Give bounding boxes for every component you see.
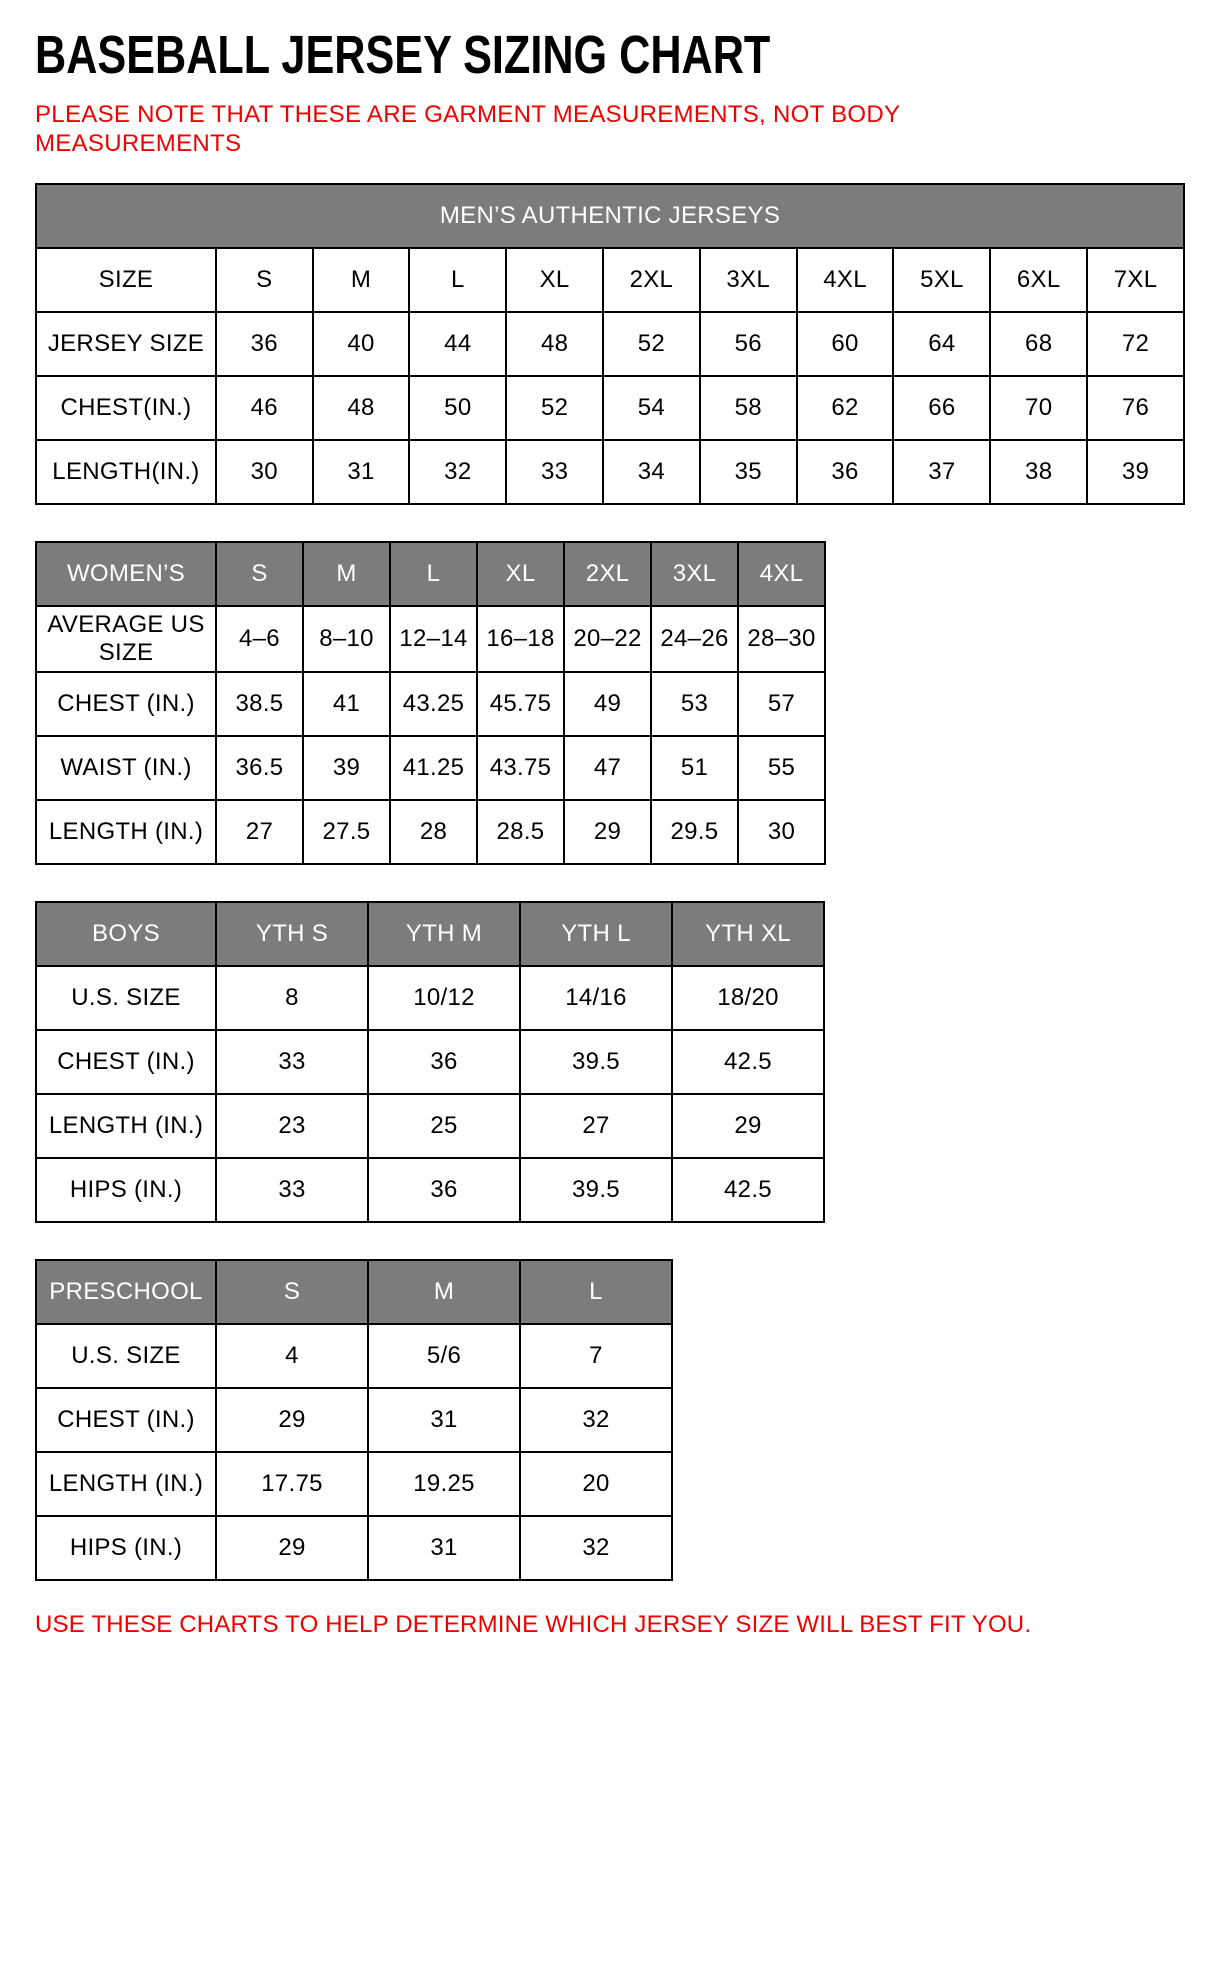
- boys-header-row: [36, 902, 824, 966]
- womens-value-cell: 41.25: [390, 736, 477, 800]
- boys-value-cell: 27: [520, 1094, 672, 1158]
- womens-row-label: CHEST (IN.): [36, 672, 216, 736]
- boys-table-row: [36, 1158, 824, 1222]
- mens-value-cell: 50: [409, 376, 506, 440]
- mens-value-cell: 60: [797, 312, 894, 376]
- footer-note: USE THESE CHARTS TO HELP DETERMINE WHICH JERSEY SIZE WILL BEST FIT YOU.: [35, 1610, 1032, 1638]
- boys-value-cell: 39.5: [520, 1030, 672, 1094]
- mens-value-cell: 46: [216, 376, 313, 440]
- womens-value-cell: 45.75: [477, 672, 564, 736]
- womens-header-cell: 3XL: [651, 542, 738, 606]
- preschool-value-cell: 29: [216, 1388, 368, 1452]
- mens-header-cell: 2XL: [603, 248, 700, 312]
- boys-value-cell: 39.5: [520, 1158, 672, 1222]
- mens-value-cell: 38: [990, 440, 1087, 504]
- womens-header-cell: XL: [477, 542, 564, 606]
- mens-value-cell: 54: [603, 376, 700, 440]
- boys-value-cell: 36: [368, 1030, 520, 1094]
- boys-header-cell: YTH M: [368, 902, 520, 966]
- preschool-row-label: HIPS (IN.): [36, 1516, 216, 1580]
- mens-header-cell: 7XL: [1087, 248, 1184, 312]
- boys-row-label: LENGTH (IN.): [36, 1094, 216, 1158]
- preschool-table-row: [36, 1452, 672, 1516]
- womens-value-cell: 55: [738, 736, 825, 800]
- womens-value-cell: 30: [738, 800, 825, 864]
- boys-header-label: BOYS: [36, 902, 216, 966]
- mens-header-cell: M: [313, 248, 410, 312]
- boys-value-cell: 29: [672, 1094, 824, 1158]
- mens-value-cell: 36: [216, 312, 313, 376]
- mens-value-cell: 34: [603, 440, 700, 504]
- boys-row-label: HIPS (IN.): [36, 1158, 216, 1222]
- womens-header-cell: 2XL: [564, 542, 651, 606]
- mens-header-cell: S: [216, 248, 313, 312]
- boys-table-row: [36, 966, 824, 1030]
- womens-row-label: LENGTH (IN.): [36, 800, 216, 864]
- boys-header-cell: YTH S: [216, 902, 368, 966]
- womens-table-row: [36, 800, 825, 864]
- mens-header-cell: 6XL: [990, 248, 1087, 312]
- mens-table-row: [36, 440, 1184, 504]
- preschool-value-cell: 31: [368, 1388, 520, 1452]
- preschool-value-cell: 29: [216, 1516, 368, 1580]
- boys-value-cell: 33: [216, 1158, 368, 1222]
- boys-value-cell: 42.5: [672, 1158, 824, 1222]
- boys-value-cell: 42.5: [672, 1030, 824, 1094]
- mens-value-cell: 39: [1087, 440, 1184, 504]
- boys-value-cell: 36: [368, 1158, 520, 1222]
- mens-value-cell: 52: [603, 312, 700, 376]
- mens-table-row: [36, 376, 1184, 440]
- womens-value-cell: 29: [564, 800, 651, 864]
- preschool-value-cell: 32: [520, 1388, 672, 1452]
- preschool-table-row: [36, 1324, 672, 1388]
- mens-header-cell: L: [409, 248, 506, 312]
- boys-value-cell: 8: [216, 966, 368, 1030]
- mens-value-cell: 68: [990, 312, 1087, 376]
- mens-header-label: SIZE: [36, 248, 216, 312]
- mens-value-cell: 30: [216, 440, 313, 504]
- mens-value-cell: 66: [893, 376, 990, 440]
- womens-table-row: [36, 672, 825, 736]
- preschool-header-cell: M: [368, 1260, 520, 1324]
- womens-value-cell: 47: [564, 736, 651, 800]
- mens-value-cell: 37: [893, 440, 990, 504]
- mens-header-cell: 5XL: [893, 248, 990, 312]
- womens-value-cell: 28.5: [477, 800, 564, 864]
- womens-value-cell: 20–22: [564, 606, 651, 672]
- womens-value-cell: 28–30: [738, 606, 825, 672]
- mens-row-label: JERSEY SIZE: [36, 312, 216, 376]
- mens-value-cell: 35: [700, 440, 797, 504]
- mens-table-row: [36, 312, 1184, 376]
- mens-value-cell: 72: [1087, 312, 1184, 376]
- preschool-row-label: CHEST (IN.): [36, 1388, 216, 1452]
- preschool-header-cell: S: [216, 1260, 368, 1324]
- boys-row-label: U.S. SIZE: [36, 966, 216, 1030]
- page-title: BASEBALL JERSEY SIZING CHART: [35, 25, 771, 85]
- mens-header-cell: 3XL: [700, 248, 797, 312]
- mens-header-cell: 4XL: [797, 248, 894, 312]
- womens-value-cell: 36.5: [216, 736, 303, 800]
- preschool-value-cell: 4: [216, 1324, 368, 1388]
- womens-value-cell: 27: [216, 800, 303, 864]
- womens-value-cell: 16–18: [477, 606, 564, 672]
- boys-value-cell: 33: [216, 1030, 368, 1094]
- mens-value-cell: 64: [893, 312, 990, 376]
- mens-value-cell: 70: [990, 376, 1087, 440]
- boys-value-cell: 23: [216, 1094, 368, 1158]
- mens-value-cell: 48: [506, 312, 603, 376]
- mens-sizing-table: [35, 183, 1185, 505]
- womens-row-label: WAIST (IN.): [36, 736, 216, 800]
- preschool-table-row: [36, 1516, 672, 1580]
- mens-value-cell: 33: [506, 440, 603, 504]
- boys-value-cell: 18/20: [672, 966, 824, 1030]
- womens-value-cell: 43.75: [477, 736, 564, 800]
- womens-header-cell: M: [303, 542, 390, 606]
- mens-row-label: CHEST(IN.): [36, 376, 216, 440]
- womens-value-cell: 51: [651, 736, 738, 800]
- womens-value-cell: 49: [564, 672, 651, 736]
- preschool-sizing-table: [35, 1259, 673, 1581]
- mens-banner: MEN’S AUTHENTIC JERSEYS: [36, 184, 1184, 248]
- preschool-header-row: [36, 1260, 672, 1324]
- mens-value-cell: 36: [797, 440, 894, 504]
- preschool-header-label: PRESCHOOL: [36, 1260, 216, 1324]
- preschool-value-cell: 7: [520, 1324, 672, 1388]
- preschool-value-cell: 31: [368, 1516, 520, 1580]
- mens-value-cell: 58: [700, 376, 797, 440]
- boys-header-cell: YTH L: [520, 902, 672, 966]
- mens-value-cell: 62: [797, 376, 894, 440]
- boys-row-label: CHEST (IN.): [36, 1030, 216, 1094]
- womens-value-cell: 29.5: [651, 800, 738, 864]
- womens-header-cell: L: [390, 542, 477, 606]
- mens-row-label: LENGTH(IN.): [36, 440, 216, 504]
- boys-value-cell: 14/16: [520, 966, 672, 1030]
- womens-value-cell: 41: [303, 672, 390, 736]
- preschool-value-cell: 32: [520, 1516, 672, 1580]
- womens-value-cell: 57: [738, 672, 825, 736]
- preschool-value-cell: 19.25: [368, 1452, 520, 1516]
- boys-table-row: [36, 1030, 824, 1094]
- mens-header-cell: XL: [506, 248, 603, 312]
- womens-header-cell: S: [216, 542, 303, 606]
- womens-value-cell: 28: [390, 800, 477, 864]
- preschool-row-label: LENGTH (IN.): [36, 1452, 216, 1516]
- boys-sizing-table: [35, 901, 825, 1223]
- womens-value-cell: 38.5: [216, 672, 303, 736]
- womens-value-cell: 39: [303, 736, 390, 800]
- womens-value-cell: 43.25: [390, 672, 477, 736]
- boys-value-cell: 10/12: [368, 966, 520, 1030]
- measurement-note: PLEASE NOTE THAT THESE ARE GARMENT MEASUREMENTS, NOT BODY MEASUREMENTS: [35, 101, 900, 158]
- womens-value-cell: 24–26: [651, 606, 738, 672]
- mens-value-cell: 48: [313, 376, 410, 440]
- womens-value-cell: 27.5: [303, 800, 390, 864]
- womens-table-row: [36, 736, 825, 800]
- boys-header-cell: YTH XL: [672, 902, 824, 966]
- mens-value-cell: 40: [313, 312, 410, 376]
- womens-value-cell: 12–14: [390, 606, 477, 672]
- mens-value-cell: 56: [700, 312, 797, 376]
- mens-value-cell: 76: [1087, 376, 1184, 440]
- preschool-row-label: U.S. SIZE: [36, 1324, 216, 1388]
- womens-header-row: [36, 542, 825, 606]
- preschool-header-cell: L: [520, 1260, 672, 1324]
- womens-header-label: WOMEN’S: [36, 542, 216, 606]
- mens-value-cell: 44: [409, 312, 506, 376]
- womens-value-cell: 53: [651, 672, 738, 736]
- preschool-table-row: [36, 1388, 672, 1452]
- womens-table-row: [36, 606, 825, 672]
- preschool-value-cell: 5/6: [368, 1324, 520, 1388]
- womens-value-cell: 8–10: [303, 606, 390, 672]
- boys-table-row: [36, 1094, 824, 1158]
- mens-value-cell: 31: [313, 440, 410, 504]
- womens-header-cell: 4XL: [738, 542, 825, 606]
- boys-value-cell: 25: [368, 1094, 520, 1158]
- preschool-value-cell: 17.75: [216, 1452, 368, 1516]
- preschool-value-cell: 20: [520, 1452, 672, 1516]
- womens-value-cell: 4–6: [216, 606, 303, 672]
- womens-row-label: AVERAGE US SIZE: [36, 606, 216, 672]
- womens-sizing-table: [35, 541, 826, 865]
- mens-value-cell: 52: [506, 376, 603, 440]
- mens-header-row: [36, 248, 1184, 312]
- mens-value-cell: 32: [409, 440, 506, 504]
